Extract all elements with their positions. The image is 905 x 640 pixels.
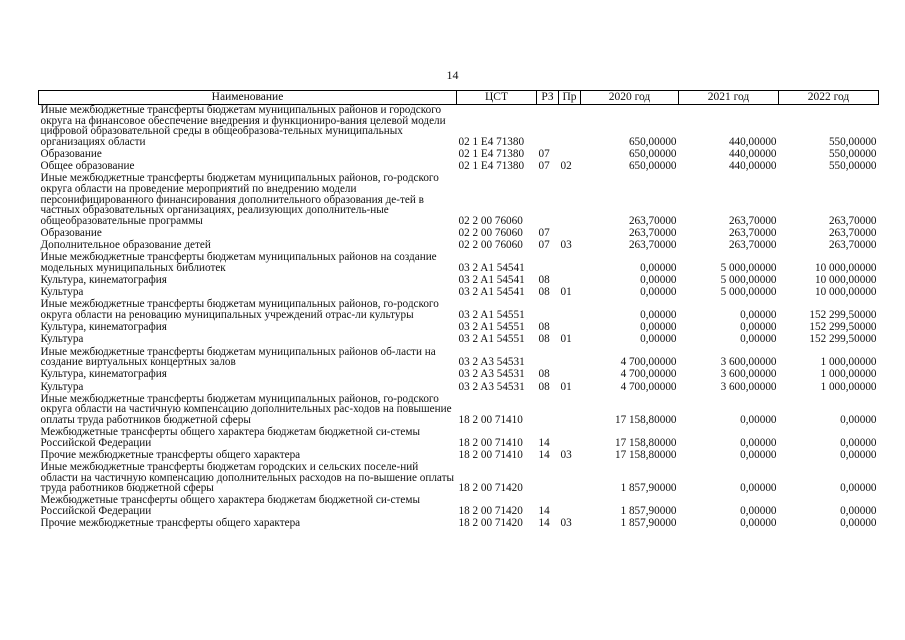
row-2020: 1 857,90000	[620, 482, 677, 495]
row-2020: 263,70000	[628, 239, 677, 252]
row-2022: 550,00000	[828, 147, 877, 160]
row-pr	[559, 105, 581, 149]
row-rz: 08	[538, 333, 550, 346]
row-2020: 1 857,90000	[620, 517, 677, 530]
row-pr: 03	[560, 517, 572, 530]
row-2020: 0,00000	[640, 261, 677, 274]
row-2020: 0,00000	[640, 333, 677, 346]
row-cst: 18 2 00 71420	[458, 517, 523, 530]
table-row	[39, 173, 879, 228]
table-row	[39, 427, 879, 450]
row-cst: 03 2 A1 54541	[458, 286, 525, 299]
row-rz: 07	[538, 160, 550, 173]
row-name: Межбюджетные трансферты общего характера бюджетам бюджетной си-стемы Российской Федерации	[40, 426, 420, 449]
row-2021: 3 600,00000	[720, 380, 777, 393]
row-cst: 03 2 A1 54541	[458, 261, 525, 274]
row-2022: 0,00000	[840, 517, 877, 530]
row-cst: 03 2 A3 54531	[458, 368, 525, 381]
row-2020: 650,00000	[628, 147, 677, 160]
row-pr	[559, 347, 581, 370]
table-row	[39, 518, 879, 530]
row-cst: 02 1 E4 71380	[458, 147, 525, 160]
row-pr	[559, 299, 581, 322]
row-cst: 18 2 00 71410	[458, 413, 523, 426]
table-row	[39, 495, 879, 518]
row-2021: 0,00000	[740, 448, 777, 461]
row-2022: 263,70000	[828, 239, 877, 252]
row-2022: 1 000,00000	[820, 380, 877, 393]
row-name: Культура, кинематография	[40, 321, 167, 334]
row-name: Образование	[40, 226, 102, 239]
row-2021: 440,00000	[728, 160, 777, 173]
row-2022: 0,00000	[840, 436, 877, 449]
row-rz: 14	[538, 517, 550, 530]
row-name: Иные межбюджетные трансферты бюджетам муниципальных районов и городского округа на финансовое обеспечение внедрения и функциониро-вания целевой модели цифровой образовательной среды в общеобразова-тельных муниципальных организациях области	[40, 104, 446, 148]
row-pr: 01	[560, 333, 572, 346]
row-name: Иные межбюджетные трансферты бюджетам муниципальных районов, го-родского округа области на проведение мероприятий по внедрению модели персонифицированного финансирования дополнительного образования де-тей в частных образовательных организациях, реализующих дополнитель-ные общеобразовательные программы	[40, 172, 439, 227]
row-2021: 263,70000	[728, 214, 777, 227]
row-2022: 263,70000	[828, 226, 877, 239]
row-2022: 0,00000	[840, 505, 877, 518]
header-2022: 2022 год	[779, 91, 879, 105]
table-row	[39, 382, 879, 394]
table-row	[39, 347, 879, 370]
row-2020: 650,00000	[628, 160, 677, 173]
row-name: Культура	[40, 286, 84, 299]
row-rz	[537, 105, 559, 149]
header-name: Наименование	[39, 91, 457, 105]
row-pr	[559, 462, 581, 495]
row-2021: 440,00000	[728, 135, 777, 148]
row-name: Иные межбюджетные трансферты бюджетам муниципальных районов, го-родского округа области на реновацию муниципальных учреждений отрас-ли культуры	[40, 298, 439, 322]
table-row	[39, 462, 879, 495]
row-2020: 4 700,00000	[620, 368, 677, 381]
row-rz: 08	[538, 274, 550, 287]
row-name: Культура, кинематография	[40, 368, 167, 381]
row-2021: 0,00000	[740, 333, 777, 346]
row-pr	[559, 252, 581, 275]
row-cst: 02 2 00 76060	[458, 214, 523, 227]
row-2022: 0,00000	[840, 482, 877, 495]
row-rz	[537, 462, 559, 495]
row-rz: 08	[538, 286, 550, 299]
row-cst: 02 1 E4 71380	[458, 160, 525, 173]
row-2022: 263,70000	[828, 214, 877, 227]
header-cst: ЦСТ	[457, 91, 537, 105]
row-cst: 18 2 00 71420	[458, 482, 523, 495]
row-cst: 03 2 A3 54531	[458, 356, 525, 369]
header-rz: РЗ	[537, 91, 559, 105]
row-2021: 440,00000	[728, 147, 777, 160]
row-cst: 02 2 00 76060	[458, 226, 523, 239]
row-cst: 03 2 A1 54541	[458, 274, 525, 287]
row-name: Общее образование	[40, 160, 135, 173]
row-2021: 5 000,00000	[720, 261, 777, 274]
row-2021: 0,00000	[740, 436, 777, 449]
row-2022: 10 000,00000	[814, 286, 877, 299]
row-2021: 3 600,00000	[720, 356, 777, 369]
row-rz: 07	[538, 226, 550, 239]
header-pr: Пр	[559, 91, 581, 105]
row-pr	[559, 173, 581, 228]
row-pr: 01	[560, 286, 572, 299]
row-2022: 550,00000	[828, 135, 877, 148]
row-pr	[559, 495, 581, 518]
row-name: Прочие межбюджетные трансферты общего характера	[40, 448, 301, 461]
row-2021: 0,00000	[740, 505, 777, 518]
row-rz: 07	[538, 147, 550, 160]
table-header-row	[39, 91, 879, 105]
row-name: Межбюджетные трансферты общего характера бюджетам бюджетной си-стемы Российской Федерации	[40, 494, 420, 518]
row-2022: 0,00000	[840, 448, 877, 461]
row-2020: 650,00000	[628, 135, 677, 148]
row-2020: 17 158,80000	[614, 436, 677, 449]
table-row	[39, 394, 879, 427]
row-cst: 02 2 00 76060	[458, 239, 523, 252]
header-2020: 2020 год	[581, 91, 679, 105]
row-pr: 03	[560, 239, 572, 252]
row-rz	[537, 173, 559, 228]
row-rz: 08	[538, 380, 550, 393]
budget-table	[38, 90, 879, 530]
row-pr: 01	[560, 380, 572, 393]
row-2022: 152 299,50000	[809, 309, 877, 322]
row-2022: 10 000,00000	[814, 261, 877, 274]
row-2021: 5 000,00000	[720, 274, 777, 287]
row-pr	[559, 427, 581, 450]
row-2021: 0,00000	[740, 517, 777, 530]
row-rz: 14	[538, 505, 550, 518]
row-2022: 10 000,00000	[814, 274, 877, 287]
row-rz: 07	[538, 239, 550, 252]
row-2022: 152 299,50000	[809, 333, 877, 346]
row-2020: 0,00000	[640, 274, 677, 287]
page-number: 14	[446, 68, 459, 82]
row-2020: 0,00000	[640, 286, 677, 299]
row-name: Культура	[40, 380, 84, 393]
row-2020: 263,70000	[628, 214, 677, 227]
row-rz: 08	[538, 368, 550, 381]
table-row	[39, 105, 879, 149]
row-name: Дополнительное образование детей	[40, 239, 211, 252]
row-pr: 02	[560, 160, 572, 173]
row-name: Иные межбюджетные трансферты бюджетам муниципальных районов на создание модельных муниципальных библиотек	[40, 251, 437, 274]
row-2021: 0,00000	[740, 482, 777, 495]
row-cst: 02 1 E4 71380	[458, 135, 525, 148]
row-2020: 263,70000	[628, 226, 677, 239]
row-rz: 14	[538, 448, 550, 461]
row-rz	[537, 394, 559, 427]
row-name: Иные межбюджетные трансферты бюджетам городских и сельских поселе-ний области на частичную компенсацию дополнительных расходов на по-вышение оплаты труда работников бюджетной сферы	[40, 461, 455, 495]
row-2020: 4 700,00000	[620, 356, 677, 369]
table-row	[39, 299, 879, 322]
row-name: Культура, кинематография	[40, 274, 167, 287]
row-name: Образование	[40, 147, 102, 160]
row-2021: 263,70000	[728, 226, 777, 239]
row-2020: 1 857,90000	[620, 505, 677, 518]
table-row	[39, 252, 879, 275]
row-2021: 0,00000	[740, 321, 777, 334]
row-pr	[559, 394, 581, 427]
row-name: Культура	[40, 333, 84, 346]
row-2022: 0,00000	[840, 413, 877, 426]
row-rz	[537, 347, 559, 370]
row-2020: 0,00000	[640, 309, 677, 322]
row-name: Иные межбюджетные трансферты бюджетам муниципальных районов об-ласти на создание виртуальных концертных залов	[40, 345, 436, 369]
row-cst: 03 2 A1 54551	[458, 333, 525, 346]
row-2020: 4 700,00000	[620, 380, 677, 393]
row-cst: 03 2 A1 54551	[458, 321, 525, 334]
row-2020: 0,00000	[640, 321, 677, 334]
row-rz: 08	[538, 321, 550, 334]
row-cst: 18 2 00 71410	[458, 436, 523, 449]
row-cst: 03 2 A1 54551	[458, 309, 525, 322]
row-2022: 550,00000	[828, 160, 877, 173]
row-2021: 3 600,00000	[720, 368, 777, 381]
row-2020: 17 158,80000	[614, 413, 677, 426]
row-name: Иные межбюджетные трансферты бюджетам муниципальных районов, го-родского округа области на частичную компенсацию дополнительных рас-ходов на повышение оплаты труда работников бюджетной сферы	[40, 392, 452, 426]
table-row	[39, 369, 879, 381]
row-2021: 5 000,00000	[720, 286, 777, 299]
row-2021: 0,00000	[740, 413, 777, 426]
row-pr: 03	[560, 448, 572, 461]
row-rz	[537, 299, 559, 322]
row-pr	[559, 369, 581, 381]
row-2020: 17 158,80000	[614, 448, 677, 461]
row-2022: 1 000,00000	[820, 356, 877, 369]
row-cst: 18 2 00 71410	[458, 448, 523, 461]
header-2021: 2021 год	[679, 91, 779, 105]
row-2022: 152 299,50000	[809, 321, 877, 334]
row-cst: 18 2 00 71420	[458, 505, 523, 518]
table-row	[39, 334, 879, 346]
row-rz	[537, 252, 559, 275]
row-2021: 263,70000	[728, 239, 777, 252]
row-2022: 1 000,00000	[820, 368, 877, 381]
row-cst: 03 2 A3 54531	[458, 380, 525, 393]
row-rz: 14	[538, 436, 550, 449]
row-2021: 0,00000	[740, 309, 777, 322]
row-name: Прочие межбюджетные трансферты общего характера	[40, 517, 301, 530]
